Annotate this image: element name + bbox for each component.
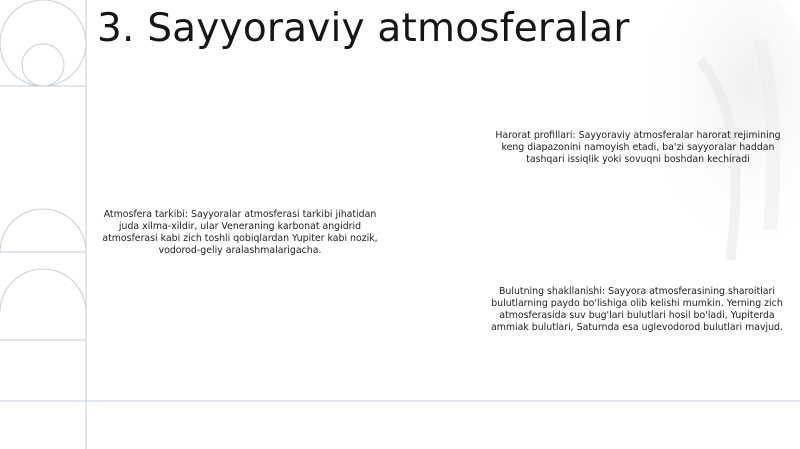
temperature-profiles-text: Harorat profillari: Sayyoraviy atmosferalar harorat rejimining keng diapazonini namoyish etadi, ba'zi sayyoralar haddan tashqari issiqlik yoki sovuqni boshdan kechiradi (495, 130, 781, 165)
atmosphere-composition-text: Atmosfera tarkibi: Sayyoralar atmosferasi tarkibi jihatidan juda xilma-xildir, ular Veneraning karbonat angidrid atmosferasi kabi zich toshli qobiqlardan Yupiter kabi nozik, vodorod-geliy aralashmalarigacha. (102, 209, 378, 256)
slide-title: 3. Sayyoraviy atmosferalar (97, 6, 630, 51)
cloud-formation-text: Bulutning shakllanishi: Sayyora atmosferasining sharoitlari bulutlarning paydo bo'lishiga olib kelishi mumkin. Yerning zich atmosferasida suv bug'lari bulutlari hosil bo'ladi, Yupiterda ammiak bulutlari, Saturnda esa uglevodorod bulutlari mavjud. (490, 286, 783, 333)
